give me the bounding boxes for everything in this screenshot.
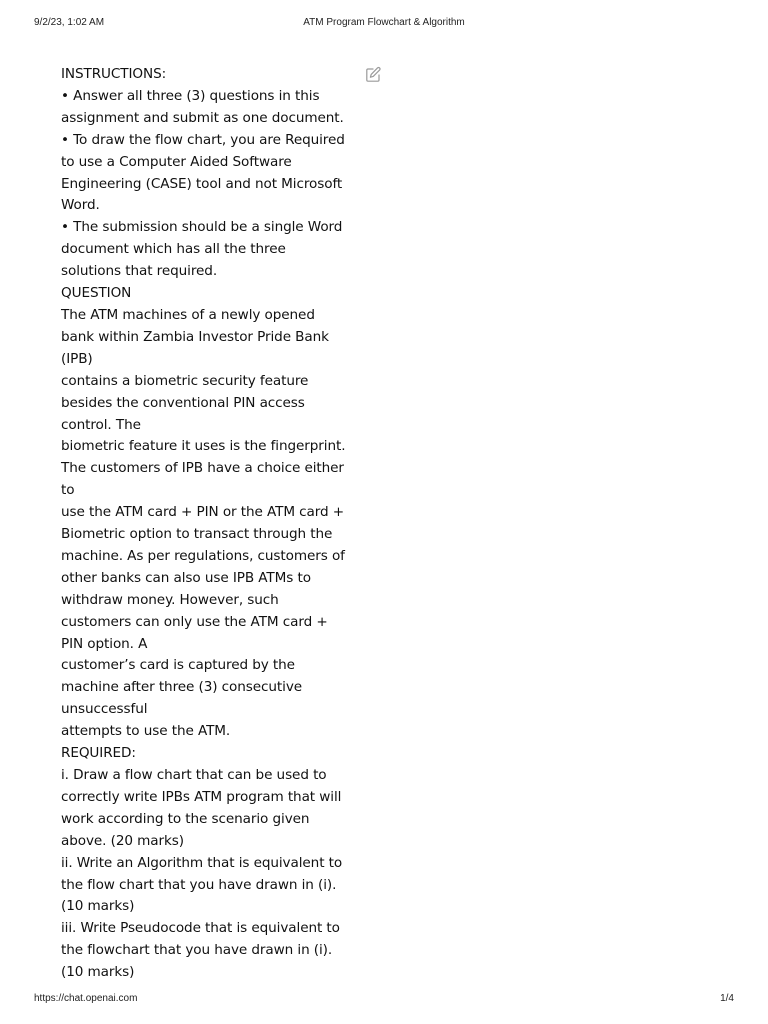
message-line: above. (20 marks) — [61, 832, 184, 849]
message-line: i. Draw a flow chart that can be used to — [61, 767, 327, 783]
message-line: besides the conventional PIN access — [61, 394, 305, 411]
message-line: document which has all the three — [61, 241, 286, 258]
message-line: solutions that required. — [61, 263, 218, 280]
message-line: (10 marks) — [61, 964, 135, 981]
message-line: to use a Computer Aided Software — [61, 153, 292, 170]
message-line: attempts to use the ATM. — [61, 723, 231, 740]
message-line: The customers of IPB have a choice either — [61, 460, 344, 477]
message-line: ii. Write an Algorithm that is equivalent to — [61, 854, 343, 871]
print-url: https://chat.openai.com — [34, 993, 138, 1004]
page-number: 1/4 — [720, 993, 734, 1004]
message-line: • The submission should be a single Word — [61, 219, 343, 236]
message-line: bank within Zambia Investor Pride Bank — [61, 328, 329, 345]
message-line: work according to the scenario given — [61, 810, 310, 827]
message-line: The ATM machines of a newly opened — [61, 306, 315, 323]
message-line: INSTRUCTIONS: — [61, 66, 167, 82]
message-line: correctly write IPBs ATM program that will — [61, 788, 342, 805]
user-message — [61, 64, 361, 984]
print-title: ATM Program Flowchart & Algorithm — [303, 17, 465, 28]
message-line: to — [61, 482, 75, 499]
message-line: iii. Write Pseudocode that is equivalent to — [61, 920, 340, 937]
message-line: customers can only use the ATM card + — [61, 613, 328, 630]
print-header — [0, 17, 768, 31]
message-line: QUESTION — [61, 285, 132, 302]
message-line: the flow chart that you have drawn in (i). — [61, 876, 337, 893]
message-line: customer’s card is captured by the — [61, 657, 295, 674]
message-line: (10 marks) — [61, 898, 135, 915]
print-datetime: 9/2/23, 1:02 AM — [34, 17, 105, 28]
message-line: withdraw money. However, such — [61, 591, 279, 608]
message-line: REQUIRED: — [61, 745, 136, 762]
message-line: the flowchart that you have drawn in (i). — [61, 942, 333, 959]
message-line: (IPB) — [61, 350, 93, 367]
edit-icon[interactable] — [365, 66, 382, 83]
message-line: • To draw the flow chart, you are Required — [61, 131, 345, 148]
message-line: control. The — [61, 416, 141, 433]
message-line: • Answer all three (3) questions in this — [61, 87, 320, 104]
message-line: unsuccessful — [61, 701, 148, 718]
message-line: machine. As per regulations, customers of — [61, 547, 345, 564]
message-line: machine after three (3) consecutive — [61, 679, 303, 696]
message-line: assignment and submit as one document. — [61, 109, 344, 126]
message-line: biometric feature it uses is the fingerprint. — [61, 438, 346, 455]
message-line: PIN option. A — [61, 635, 148, 652]
print-footer — [0, 993, 768, 1007]
message-line: Word. — [61, 197, 100, 214]
message-line: Biometric option to transact through the — [61, 526, 333, 543]
message-line: Engineering (CASE) tool and not Microsoft — [61, 175, 343, 192]
message-line: other banks can also use IPB ATMs to — [61, 569, 311, 586]
message-line: use the ATM card + PIN or the ATM card + — [61, 504, 345, 521]
message-line: contains a biometric security feature — [61, 372, 309, 389]
